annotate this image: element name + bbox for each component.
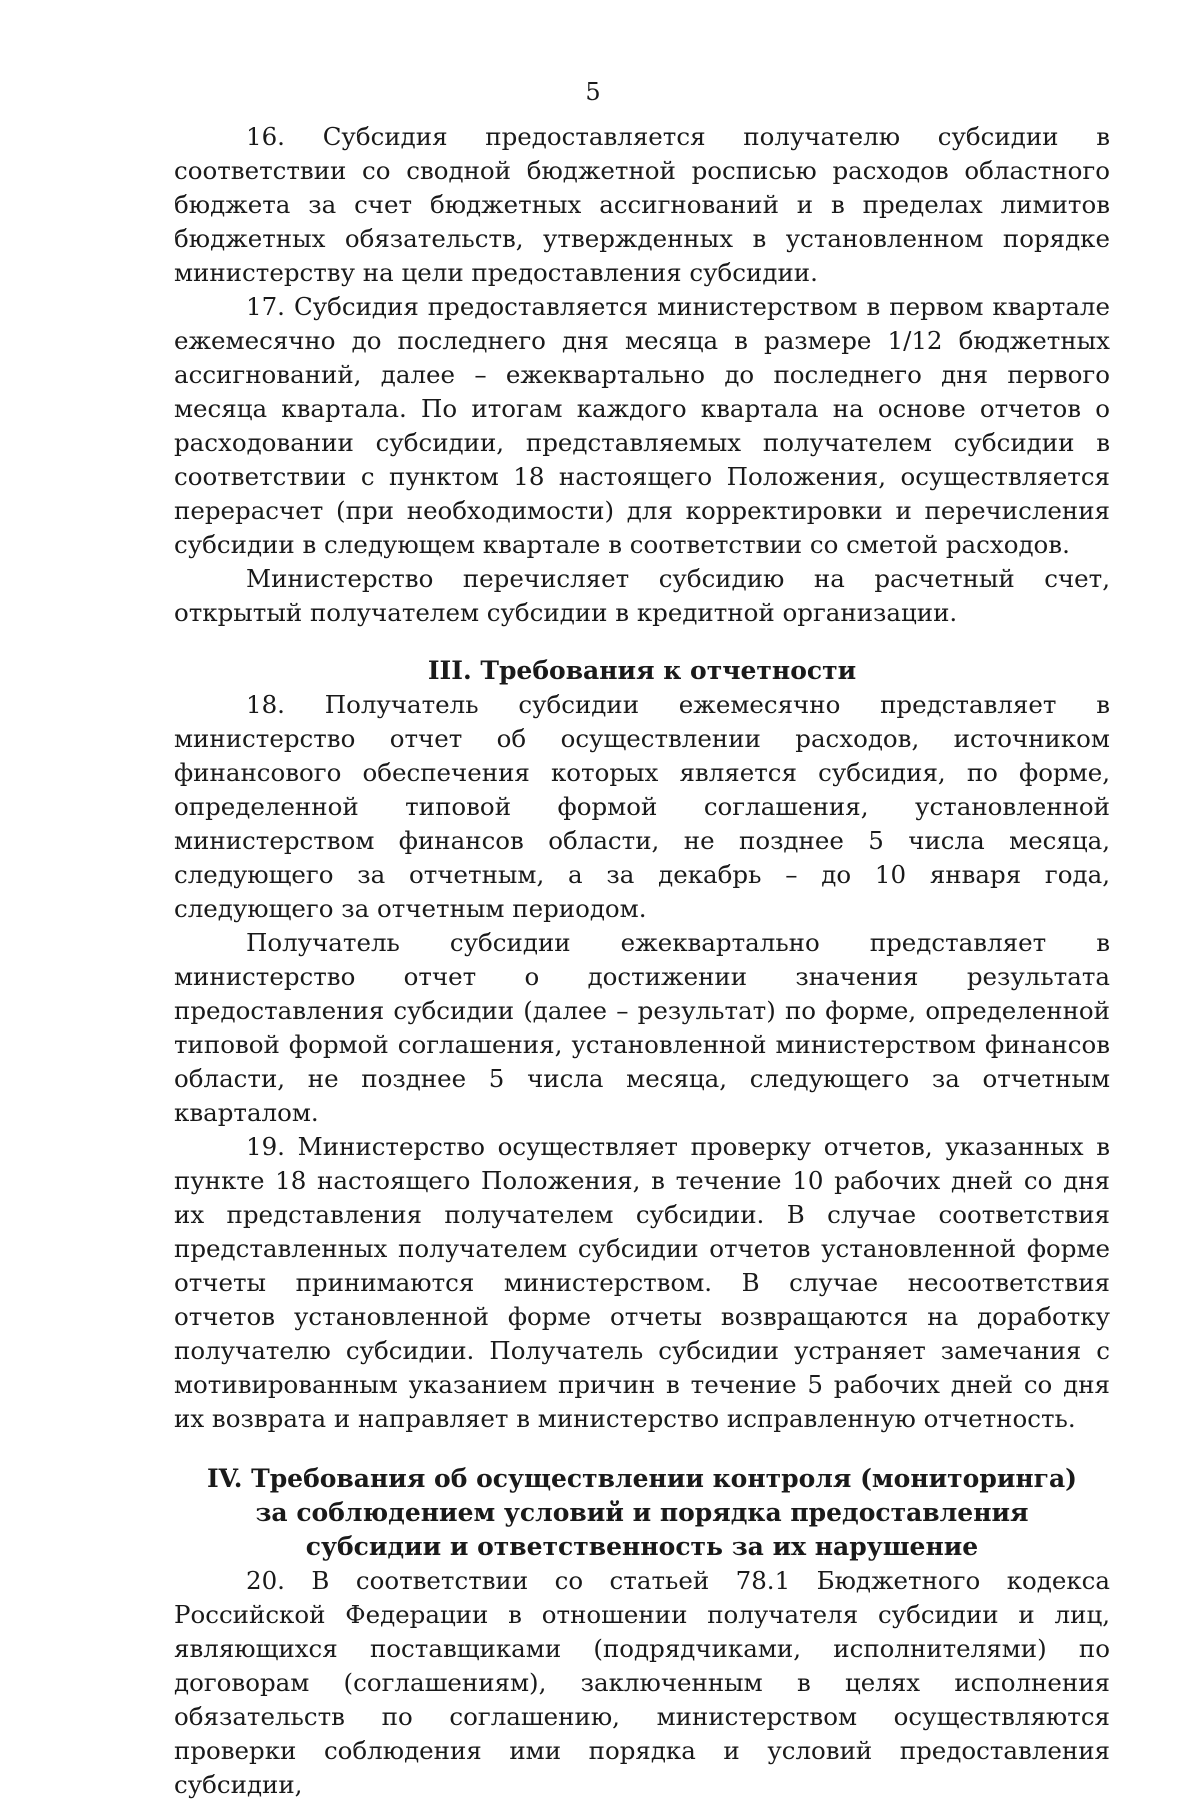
section-4-heading-line: за соблюдением условий и порядка предоставления: [255, 1498, 1029, 1527]
paragraph-transfer: Министерство перечисляет субсидию на расчетный счет, открытый получателем субсидии в кредитной организации.: [174, 564, 1110, 627]
paragraph-18: 18. Получатель субсидии ежемесячно представляет в министерство отчет об осуществлении расходов, источником финансового обеспечения которых является субсидия, по форме, определенной типовой формой соглашения, установленной министерством финансов области, не позднее 5 числа месяца, следующего за отчетным, а за декабрь – до 10 января года, следующего за отчетным периодом.: [174, 690, 1110, 923]
paragraph-17: 17. Субсидия предоставляется министерством в первом квартале ежемесячно до последнего дня месяца в размере 1/12 бюджетных ассигнований, далее – ежеквартально до последнего дня первого месяца квартала. По итогам каждого квартала на основе отчетов о расходовании субсидии, представляемых получателем субсидии в соответствии с пунктом 18 настоящего Положения, осуществляется перерасчет (при необходимости) для корректировки и перечисления субсидии в следующем квартале в соответствии со сметой расходов.: [174, 292, 1110, 559]
paragraph-quarterly-report: Получатель субсидии ежеквартально представляет в министерство отчет о достижении значения результата предоставления субсидии (далее – результат) по форме, определенной типовой формой соглашения, установленной министерством финансов области, не позднее 5 числа месяца, следующего за отчетным кварталом.: [174, 928, 1110, 1127]
paragraph-20: 20. В соответствии со статьей 78.1 Бюджетного кодекса Российской Федерации в отношении получателя субсидии и лиц, являющихся поставщиками (подрядчиками, исполнителями) по договорам (соглашениям), заключенным в целях исполнения обязательств по соглашению, министерством осуществляются проверки соблюдения ими порядка и условий предоставления субсидии,: [174, 1566, 1110, 1799]
paragraph-19: 19. Министерство осуществляет проверку отчетов, указанных в пункте 18 настоящего Положения, в течение 10 рабочих дней со дня их представления получателем субсидии. В случае соответствия представленных получателем субсидии отчетов установленной форме отчеты принимаются министерством. В случае несоответствия отчетов установленной форме отчеты возвращаются на доработку получателю субсидии. Получатель субсидии устраняет замечания с мотивированным указанием причин в течение 5 рабочих дней со дня их возврата и направляет в министерство исправленную отчетность.: [174, 1132, 1110, 1433]
section-4-heading-line: IV. Требования об осуществлении контроля (мониторинга): [206, 1464, 1078, 1493]
document-body: [174, 120, 1110, 1802]
section-4-heading-line: субсидии и ответственность за их нарушение: [305, 1532, 979, 1561]
section-3-heading: III. Требования к отчетности: [427, 656, 857, 685]
page-number: 5: [585, 78, 601, 106]
section-4-heading: [174, 1462, 1110, 1564]
paragraph-16: 16. Субсидия предоставляется получателю субсидии в соответствии со сводной бюджетной росписью расходов областного бюджета за счет бюджетных ассигнований и в пределах лимитов бюджетных обязательств, утвержденных в установленном порядке министерству на цели предоставления субсидии.: [174, 122, 1110, 287]
